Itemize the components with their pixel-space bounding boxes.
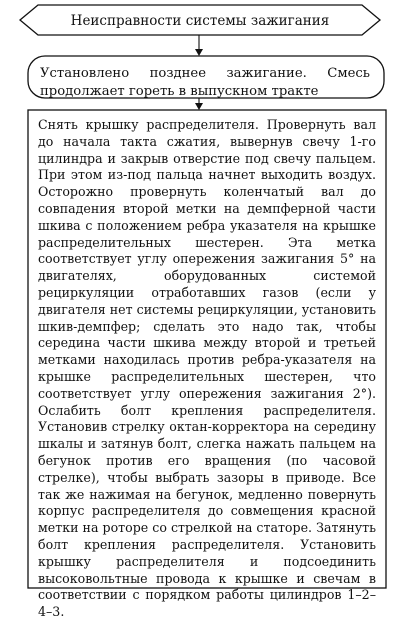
title-label: Неисправности системы зажигания: [70, 13, 330, 29]
arrowhead-1: [195, 49, 203, 56]
action-label: Снять крышку распределителя. Провернуть вал до начала такта сжатия, вывернув свечу 1-го цилиндра и закрыв отверстие под свечу пальцем. При этом из-под пальца начнет выходить воздух. Осторожно провернуть коленчатый вал до совпадения второй метки на демпферной части шкива с положением ребра указателя на крышке распределительных шестерен. Эта метка соответствует углу опережения зажигания 5° на двигателях, оборудованных системой рециркуляции отработавших газов (если у двигателя нет системы рециркуляции, установить шкив-демпфер; сделать это надо так, чтобы середина части шкива между второй и третьей метками находилась против ребра-указателя на крышке распределительных шестерен, что соответствует углу опережения зажигания 2°). Ослабить болт крепления распределителя. Установив стрелку октан-корректора на середину шкалы и затянув болт, слегка нажать пальцем на бегунок против его вращения (по часовой стрелке), чтобы выбрать зазоры в приводе. Все так же нажимая на бегунок, медленно повернуть корпус распределителя до совмещения красной метки на роторе со стрелкой на статоре. Затянуть болт крепления распределителя. Установить крышку распределителя и подсоединить высоковольтные провода к крышке и свечам в соответствии с порядком работы цилиндров 1–2–4–3.: [38, 117, 376, 620]
condition-label: Установлено позднее зажигание. Смесь продолжает гореть в выпускном тракте: [40, 66, 370, 99]
arrowhead-2: [195, 103, 203, 110]
